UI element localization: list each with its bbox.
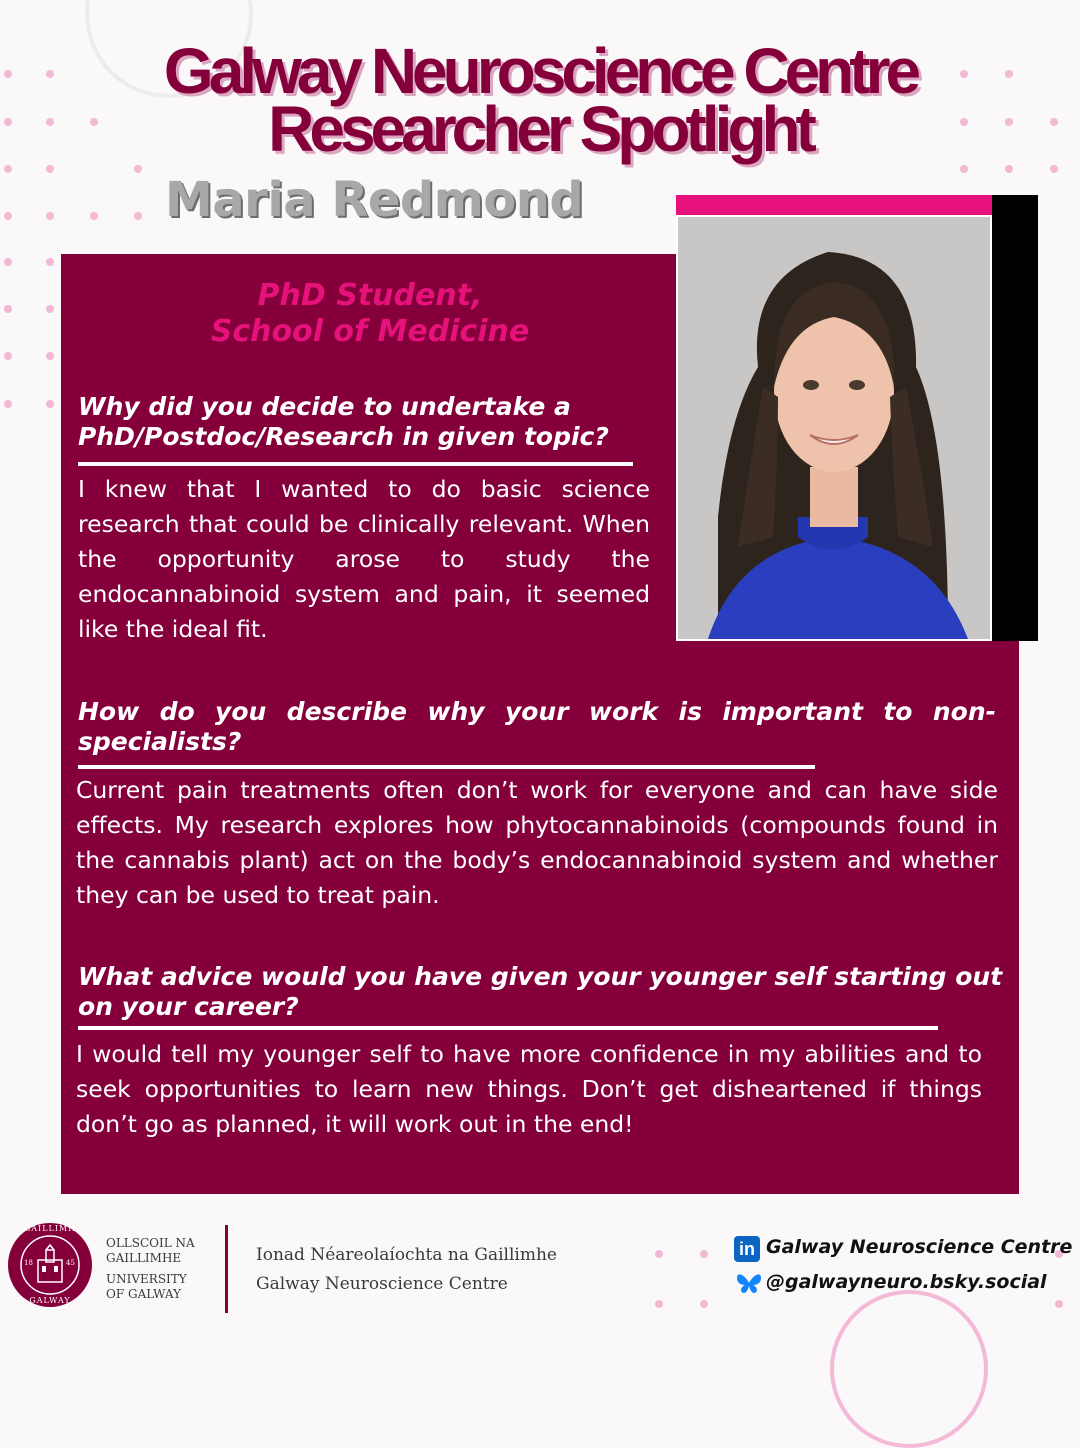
centre-name-irish: Ionad Néareolaíochta na Gaillimhe <box>256 1245 557 1265</box>
researcher-photo <box>676 215 992 641</box>
question-3-rule <box>78 1026 938 1030</box>
university-seal-logo <box>7 1222 93 1308</box>
university-name-english-1: UNIVERSITY <box>106 1272 187 1286</box>
photo-frame-side <box>992 195 1038 641</box>
bluesky-label: @galwayneuro.bsky.social <box>766 1271 1047 1293</box>
page-title-line-2: Researcher Spotlight <box>268 93 812 165</box>
university-name-irish-2: GAILLIMHE <box>106 1251 182 1265</box>
researcher-name: Maria Redmond <box>165 172 584 228</box>
seal-top-text: GAILLIMH <box>23 1224 77 1233</box>
bluesky-butterfly-icon <box>734 1269 764 1299</box>
university-name-irish-1: OLLSCOIL NA <box>106 1236 195 1250</box>
seal-year-right: 45 <box>66 1259 75 1267</box>
decorative-ring-bottom <box>830 1290 988 1448</box>
linkedin-icon: in <box>734 1236 760 1262</box>
footer-divider <box>225 1225 228 1313</box>
question-2-rule <box>78 765 815 769</box>
researcher-portrait-illustration <box>678 217 990 639</box>
answer-1: I knew that I wanted to do basic science research that could be clinically relevant. When the opportunity arose to study the endocannabinoid system and pain, it seemed like the ideal fit. <box>78 475 650 643</box>
page-title-line-1: Galway Neuroscience Centre <box>163 35 917 107</box>
question-2: How do you describe why your work is important to non-specialists? <box>78 697 996 756</box>
seal-bottom-text: GALWAY <box>29 1296 71 1305</box>
question-1: Why did you decide to undertake a PhD/Postdoc/Research in given topic? <box>78 392 609 451</box>
role-line-1: PhD Student, <box>257 278 483 313</box>
question-1-rule <box>78 462 633 466</box>
seal-year-left: 18 <box>24 1259 33 1267</box>
role-line-2: School of Medicine <box>210 314 530 349</box>
photo-frame-top <box>676 195 1038 217</box>
question-3: What advice would you have given your younger self starting out on your career? <box>78 962 1003 1021</box>
university-name-english-2: OF GALWAY <box>106 1287 181 1301</box>
answer-2: Current pain treatments often don’t work for everyone and can have side effects. My research explores how phytocannabinoids (compounds found in the cannabis plant) act on the body’s endocannabinoid system and whether they can be used to treat pain. <box>76 776 998 909</box>
centre-name-english: Galway Neuroscience Centre <box>256 1274 508 1294</box>
linkedin-label: Galway Neuroscience Centre <box>766 1236 1073 1258</box>
answer-3: I would tell my younger self to have more confidence in my abilities and to seek opportunities to learn new things. Don’t get disheartened if things don’t go as planned, it will work out in the end! <box>76 1040 982 1138</box>
